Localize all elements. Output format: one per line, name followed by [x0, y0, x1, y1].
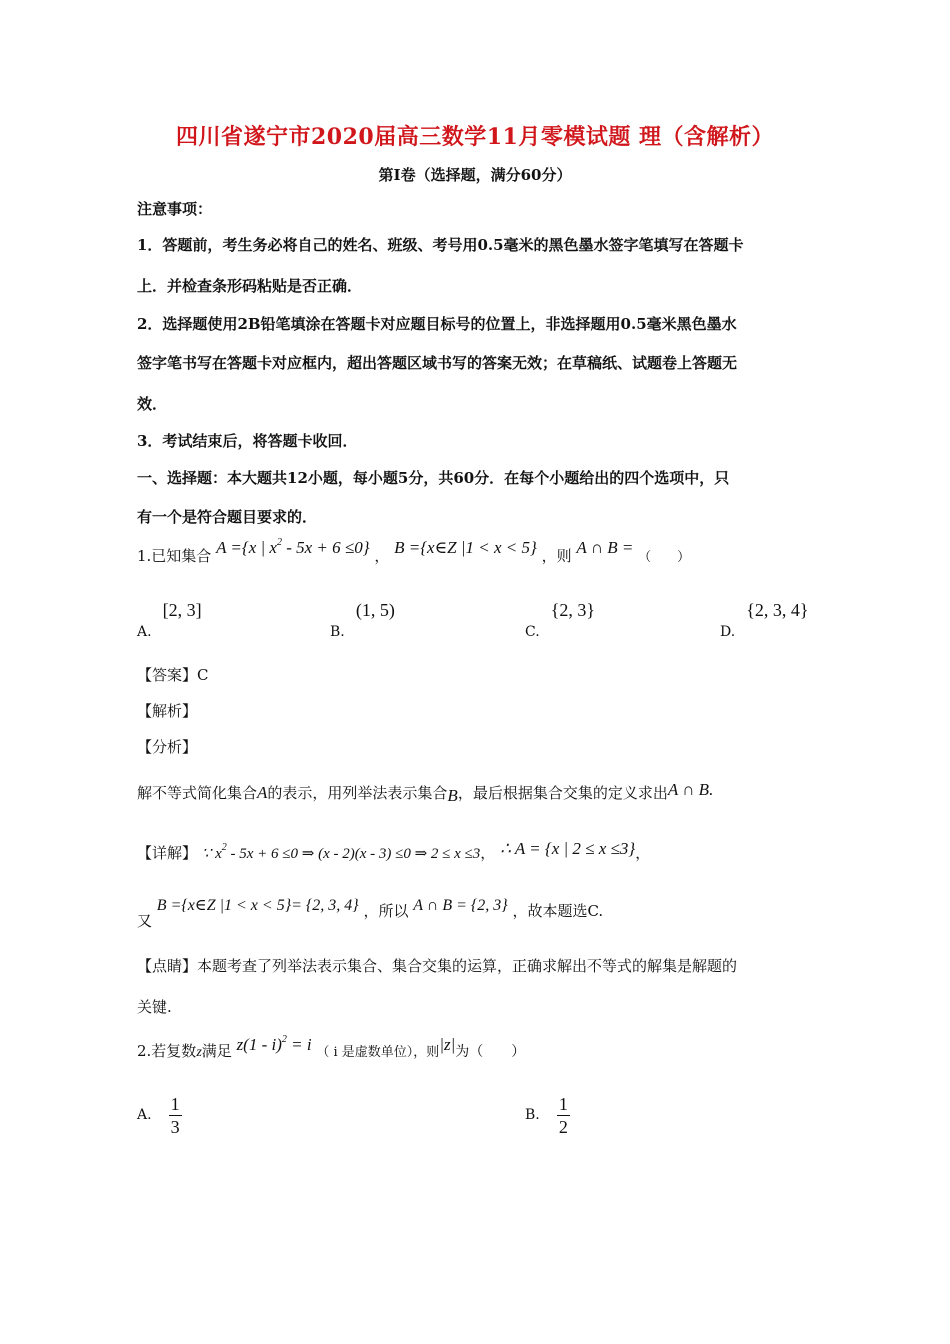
notice-line-6: 3．考试结束后，将答题卡收回． [137, 432, 358, 450]
q1-comment-2: 关键. [137, 998, 172, 1016]
question-1-stem [137, 537, 691, 566]
question-2-stem: 2.若复数z满足 z(1 - i)$^2$ = i （ i 是虚数单位），则|z|为（ ） [137, 1034, 526, 1060]
q1-prefix: 1.已知集合 [137, 547, 212, 565]
notice-line-3: 2．选择题使用2B铅笔填涂在答题卡对应题目标号的位置上，非选择题用0.5毫米黑色墨水 [137, 315, 737, 333]
notice-line-2: 上．并检查条形码粘贴是否正确． [137, 277, 363, 295]
q1-option-b: B. (1, 5) [330, 600, 395, 640]
notice-heading: 注意事项： [137, 200, 213, 218]
q1-detail: 【详解】 ∵ $x^2 - 5x + 6 \le 0$ ⇒ (x - 2)(x - 3) ≤0 ⇒ 2 ≤ x ≤3， ∴ A = {x | 2 ≤ x ≤3}， [137, 839, 651, 862]
q1-paren: （ ） [638, 550, 691, 565]
notice-line-5: 效． [137, 395, 168, 413]
page-title: 四川省遂宁市2020届高三数学11月零模试题 理（含解析） [175, 124, 774, 150]
notice-line-4: 签字笔书写在答题卡对应框内，超出答题区域书写的答案无效；在草稿纸、试题卷上答题无 [137, 354, 738, 372]
q2-option-b: B. $\frac{1}{2}$ [525, 1094, 568, 1137]
q1-analysis: 解不等式简化集合A的表示，用列举法表示集合B，最后根据集合交集的定义求出A ∩ B. [137, 780, 714, 805]
q1-answer: 【答案】C [137, 666, 209, 684]
page-subtitle: 第Ⅰ卷（选择题，满分60分） [378, 166, 572, 184]
q1-option-d: D. {2, 3, 4} [720, 600, 809, 640]
q1-set-a: A ={x | $x^2 - 5x + 6 \le 0$} [216, 537, 370, 557]
section-line-1: 一、选择题：本大题共12小题，每小题5分，共60分．在每个小题给出的四个选项中，只 [137, 469, 730, 487]
q1-jiexi: 【解析】 [137, 702, 198, 720]
q1-fenxi: 【分析】 [137, 738, 198, 756]
q1-set-b: B ={x∈Z |1 < x < 5} [394, 538, 537, 557]
q1-also: 又 B ={x∈Z |1 < x < 5}= {2, 3, 4} ，所以 A ∩ B = {2, 3} ，故本题选C. [137, 897, 604, 930]
q2-option-a: A. $\frac{1}{3}$ [137, 1094, 180, 1137]
q1-comment-1: 【点睛】本题考查了列举法表示集合、集合交集的运算，正确求解出不等式的解集是解题的 [137, 957, 738, 975]
q1-then: ，则 [541, 547, 572, 565]
notice-line-1: 1．答题前，考生务必将自己的姓名、班级、考号用0.5毫米的黑色墨水签字笔填写在答题卡 [137, 236, 744, 254]
q1-comma: ， [374, 547, 390, 565]
section-line-2: 有一个是符合题目要求的． [137, 508, 318, 526]
q1-option-a: A. [2, 3] [137, 600, 202, 640]
q1-option-c: C. {2, 3} [525, 600, 596, 640]
q1-expr: A ∩ B = [576, 538, 634, 557]
